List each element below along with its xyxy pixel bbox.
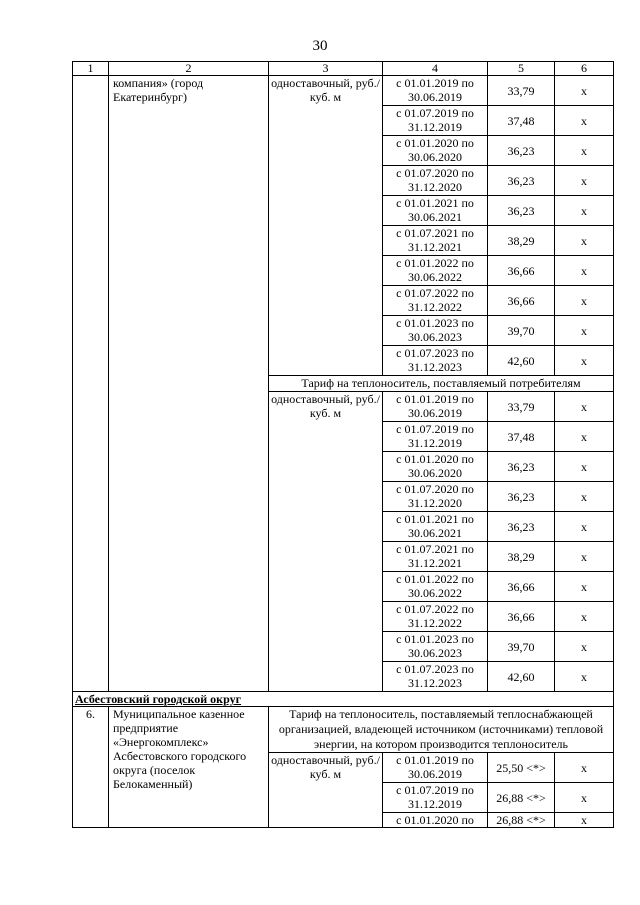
col6-cell: х [555, 452, 614, 482]
value-cell: 39,70 [488, 316, 555, 346]
period-cell: с 01.07.2021 по 31.12.2021 [383, 542, 488, 572]
value-cell: 36,23 [488, 482, 555, 512]
rate-type-cell: одноставочный, руб./куб. м [269, 76, 383, 376]
value-cell: 36,23 [488, 136, 555, 166]
period-cell: с 01.01.2021 по 30.06.2021 [383, 512, 488, 542]
col6-cell: х [555, 106, 614, 136]
page-number: 30 [312, 38, 328, 54]
value-cell: 36,23 [488, 196, 555, 226]
value-cell: 37,48 [488, 422, 555, 452]
value-cell: 33,79 [488, 76, 555, 106]
period-cell: с 01.07.2022 по 31.12.2022 [383, 286, 488, 316]
col6-cell: х [555, 256, 614, 286]
value-cell: 39,70 [488, 632, 555, 662]
value-cell: 38,29 [488, 542, 555, 572]
col6-cell: х [555, 422, 614, 452]
group-title: Асбестовский городской округ [73, 692, 614, 707]
col6-cell: х [555, 226, 614, 256]
value-cell: 26,88 <*> [488, 783, 555, 813]
period-cell: с 01.01.2019 по 30.06.2019 [383, 753, 488, 783]
col6-cell: х [555, 512, 614, 542]
header-cell: 1 [73, 62, 109, 76]
col6-cell: х [555, 136, 614, 166]
subheader-row [73, 707, 614, 753]
row-number-cell [73, 76, 109, 692]
value-cell: 36,23 [488, 452, 555, 482]
subheader-cell: Тариф на теплоноситель, поставляемый потребителям [269, 376, 614, 392]
header-row [73, 62, 614, 76]
col6-cell: х [555, 753, 614, 783]
period-cell: с 01.07.2023 по 31.12.2023 [383, 662, 488, 692]
value-cell: 36,23 [488, 512, 555, 542]
value-cell: 33,79 [488, 392, 555, 422]
col6-cell: х [555, 392, 614, 422]
period-cell: с 01.07.2019 по 31.12.2019 [383, 106, 488, 136]
period-cell: с 01.01.2019 по 30.06.2019 [383, 392, 488, 422]
col6-cell: х [555, 632, 614, 662]
col6-cell: х [555, 662, 614, 692]
period-cell: с 01.01.2019 по 30.06.2019 [383, 76, 488, 106]
col6-cell: х [555, 316, 614, 346]
col6-cell: х [555, 542, 614, 572]
period-cell: с 01.01.2020 по [383, 813, 488, 828]
rate-type-cell: одноставочный, руб./куб. м [269, 392, 383, 692]
col6-cell: х [555, 813, 614, 828]
col6-cell: х [555, 196, 614, 226]
organization-cell: Муниципальное казенное предприятие «Энергокомплекс» Асбестовского городского округа (поселок Белокаменный) [109, 707, 269, 828]
col6-cell: х [555, 783, 614, 813]
value-cell: 38,29 [488, 226, 555, 256]
period-cell: с 01.07.2022 по 31.12.2022 [383, 602, 488, 632]
col6-cell: х [555, 602, 614, 632]
table-row [73, 76, 614, 106]
tariff-table [72, 61, 614, 828]
value-cell: 25,50 <*> [488, 753, 555, 783]
value-cell: 36,66 [488, 602, 555, 632]
period-cell: с 01.01.2020 по 30.06.2020 [383, 136, 488, 166]
period-cell: с 01.07.2020 по 31.12.2020 [383, 482, 488, 512]
value-cell: 42,60 [488, 346, 555, 376]
period-cell: с 01.07.2021 по 31.12.2021 [383, 226, 488, 256]
header-cell: 3 [269, 62, 383, 76]
period-cell: с 01.01.2022 по 30.06.2022 [383, 256, 488, 286]
organization-cell: компания» (город Екатеринбург) [109, 76, 269, 692]
row-number-cell: 6. [73, 707, 109, 828]
rate-type-cell: одноставочный, руб./куб. м [269, 753, 383, 828]
period-cell: с 01.01.2023 по 30.06.2023 [383, 316, 488, 346]
value-cell: 36,66 [488, 286, 555, 316]
period-cell: с 01.07.2020 по 31.12.2020 [383, 166, 488, 196]
col6-cell: х [555, 166, 614, 196]
col6-cell: х [555, 482, 614, 512]
group-row [73, 692, 614, 707]
value-cell: 36,23 [488, 166, 555, 196]
value-cell: 37,48 [488, 106, 555, 136]
period-cell: с 01.01.2020 по 30.06.2020 [383, 452, 488, 482]
col6-cell: х [555, 76, 614, 106]
period-cell: с 01.07.2019 по 31.12.2019 [383, 783, 488, 813]
header-cell: 6 [555, 62, 614, 76]
period-cell: с 01.01.2023 по 30.06.2023 [383, 632, 488, 662]
period-cell: с 01.07.2023 по 31.12.2023 [383, 346, 488, 376]
value-cell: 26,88 <*> [488, 813, 555, 828]
header-cell: 5 [488, 62, 555, 76]
col6-cell: х [555, 346, 614, 376]
subheader-cell: Тариф на теплоноситель, поставляемый теплоснабжающей организацией, владеющей источником (источниками) тепловой энергии, на котором производится теплоноситель [269, 707, 614, 753]
value-cell: 36,66 [488, 572, 555, 602]
header-cell: 2 [109, 62, 269, 76]
period-cell: с 01.01.2021 по 30.06.2021 [383, 196, 488, 226]
period-cell: с 01.01.2022 по 30.06.2022 [383, 572, 488, 602]
value-cell: 36,66 [488, 256, 555, 286]
period-cell: с 01.07.2019 по 31.12.2019 [383, 422, 488, 452]
col6-cell: х [555, 286, 614, 316]
value-cell: 42,60 [488, 662, 555, 692]
header-cell: 4 [383, 62, 488, 76]
col6-cell: х [555, 572, 614, 602]
